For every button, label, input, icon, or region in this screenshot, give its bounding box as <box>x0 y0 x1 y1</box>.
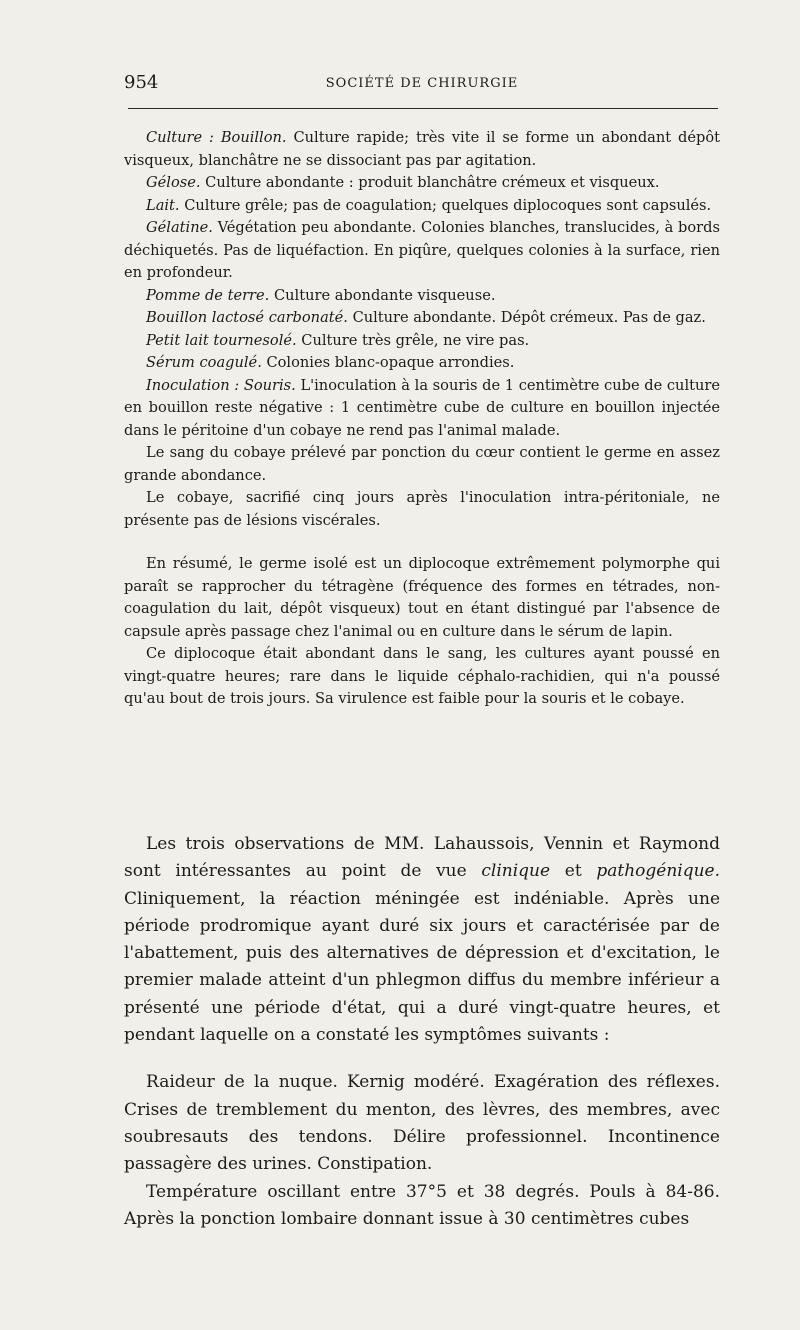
discussion-section <box>124 831 720 1233</box>
emphasis: pathogénique. <box>596 861 721 882</box>
page-number: 954 <box>124 72 159 93</box>
paragraph-text: Culture rapide; très vite il se forme un abondant dépôt visqueux, blanchâtre ne se dissociant pas par agitation. <box>124 129 721 169</box>
paragraph-text: Culture grêle; pas de coagulation; quelques diplocoques sont capsulés. <box>184 196 712 214</box>
paragraph: Ce diplocoque était abondant dans le sang, les cultures ayant poussé en vingt-quatre heures; rare dans le liquide céphalo-rachidien, qui n'a poussé qu'au bout de trois jours. Sa virulence est faible pour la souris et le cobaye. <box>124 645 720 707</box>
summary-paragraph: En résumé, le germe isolé est un diplocoque extrêmement polymorphe qui paraît se rapprocher du tétragène (fréquence des formes en tétrades, non-coagulation du lait, dépôt visqueux) tout en étant distingué par l'absence de capsule après passage chez l'animal ou en culture dans le sérum de lapin. <box>124 555 720 640</box>
paragraph: Température oscillant entre 37°5 et 38 degrés. Pouls à 84-86. Après la ponction lombaire donnant issue à 30 centimètres cubes <box>124 1181 720 1229</box>
paragraph-text: Culture très grêle, ne vire pas. <box>301 331 530 349</box>
paragraph-text: Cliniquement, la réaction méningée est indéniable. Après une période prodromique ayant duré six jours et caractérisée par de l'abattement, puis des alternatives de dépression et d'excitation, le premier malade atteint d'un phlegmon diffus du membre inférieur a présenté une période d'état, qui a duré vingt-quatre heures, et pendant laquelle on a constaté les symptômes suivants : <box>124 888 720 1046</box>
paragraph <box>124 217 720 285</box>
paragraph <box>124 831 720 1049</box>
paragraph <box>124 127 720 172</box>
paragraph <box>124 195 720 218</box>
paragraph-text: Colonies blanc-opaque arrondies. <box>266 354 515 371</box>
culture-label: Sérum coagulé. <box>146 354 262 371</box>
running-title: SOCIÉTÉ DE CHIRURGIE <box>325 76 519 91</box>
page-header <box>124 72 720 98</box>
paragraph-text: et <box>564 861 582 882</box>
lab-results-section <box>124 127 720 711</box>
spacer <box>124 532 720 553</box>
paragraph: Le cobaye, sacrifié cinq jours après l'inoculation intra-péritoniale, ne présente pas de lésions viscérales. <box>124 489 720 529</box>
culture-label: Culture : Bouillon. <box>146 129 287 146</box>
paragraph <box>124 375 720 443</box>
paragraph <box>124 352 720 375</box>
paragraph <box>124 285 720 308</box>
paragraph-text: Culture abondante : produit blanchâtre crémeux et visqueux. <box>205 174 660 191</box>
culture-label: Gélose. <box>146 174 201 191</box>
symptoms-paragraph: Raideur de la nuque. Kernig modéré. Exagération des réflexes. Crises de tremblement du menton, des lèvres, des membres, avec soubresauts des tendons. Délire professionnel. Incontinence passagère des urines. Constipation. <box>124 1072 720 1175</box>
header-rule <box>128 108 718 109</box>
paragraph <box>124 330 720 353</box>
paragraph-text: Culture abondante visqueuse. <box>273 286 496 304</box>
emphasis: clinique <box>481 861 551 882</box>
paragraph <box>124 307 720 330</box>
paragraph-text: Végétation peu abondante. Colonies blanches, translucides, à bords déchiquetés. Pas de liquéfaction. En piqûre, quelques colonies à la surface, rien en profondeur. <box>124 219 720 281</box>
paragraph-text: Les trois observations de MM. Lahaussois, Vennin et Raymond sont intéressantes au point de vue <box>124 834 720 882</box>
culture-label: Lait. <box>146 196 180 214</box>
culture-label: Gélatine. <box>146 219 213 236</box>
paragraph-text: L'inoculation à la souris de 1 centimètre cube de culture en bouillon reste négative : 1 centimètre cube de culture en bouillon injectée dans le péritoine d'un cobaye ne rend pas l'animal malade. <box>124 376 720 439</box>
inoculation-label: Inoculation : Souris. <box>146 376 296 394</box>
paragraph: Le sang du cobaye prélevé par ponction du cœur contient le germe en assez grande abondance. <box>124 444 720 484</box>
paragraph-text: Culture abondante. Dépôt crémeux. Pas de gaz. <box>352 309 706 326</box>
culture-label: Bouillon lactosé carbonaté. <box>146 309 348 326</box>
spacer <box>124 1049 720 1069</box>
culture-label: Pomme de terre. <box>146 286 270 304</box>
paragraph <box>124 172 720 195</box>
culture-label: Petit lait tournesolé. <box>146 331 297 349</box>
